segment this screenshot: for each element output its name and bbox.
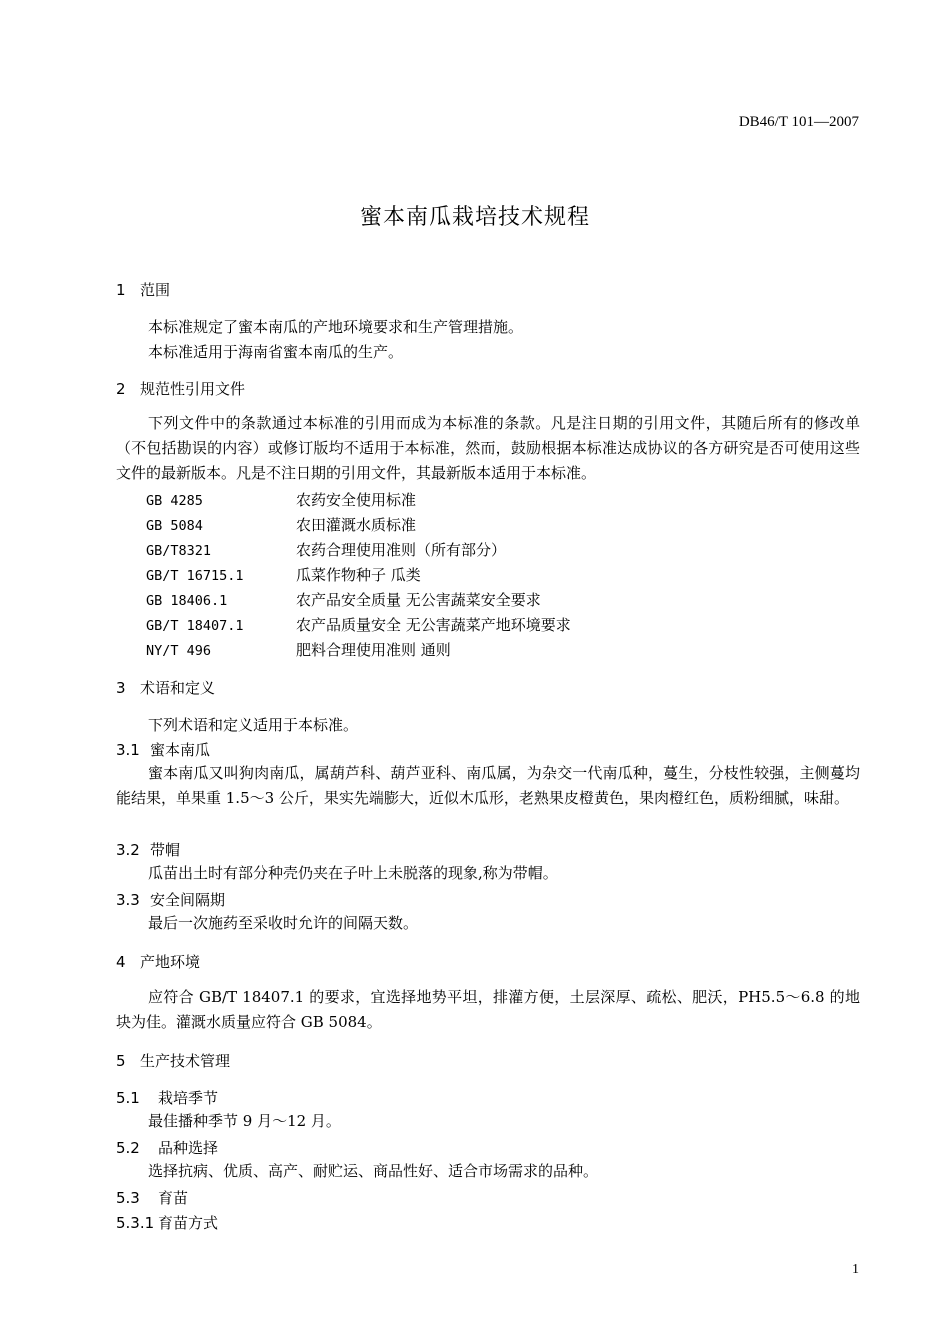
section-title: 育苗方式 xyxy=(158,1214,219,1232)
section-number: 3.3 xyxy=(116,891,140,909)
reference-item xyxy=(146,539,506,560)
paragraph: 本标准适用于海南省蜜本南瓜的生产。 xyxy=(148,343,404,361)
subsection-5-1-heading xyxy=(116,1087,218,1108)
section-title: 栽培季节 xyxy=(158,1089,219,1107)
section-title: 安全间隔期 xyxy=(150,891,226,909)
subsection-3-1-heading xyxy=(116,739,210,760)
reference-code: GB/T8321 xyxy=(146,543,212,559)
section-4-heading xyxy=(116,951,200,972)
section-title: 带帽 xyxy=(150,841,181,859)
section-title: 范围 xyxy=(140,281,171,299)
section-3-heading xyxy=(116,677,215,698)
section-title: 生产技术管理 xyxy=(140,1052,231,1070)
section-number: 5.2 xyxy=(116,1139,140,1157)
reference-code: GB 18406.1 xyxy=(146,593,228,609)
reference-item xyxy=(146,514,416,535)
paragraph: 应符合 GB/T 18407.1 的要求，宜选择地势平坦，排灌方便，土层深厚、疏松、肥沃，PH5.5～6.8 的地块为佳。灌溉水质量应符合 GB 5084。 xyxy=(116,988,860,1031)
section-5-heading xyxy=(116,1050,230,1071)
paragraph: 蜜本南瓜又叫狗肉南瓜，属葫芦科、葫芦亚科、南瓜属，为杂交一代南瓜种，蔓生，分枝性较强，主侧蔓均能结果，单果重 1.5～3 公斤，果实先端膨大，近似木瓜形，老熟果皮橙黄色，果肉橙红色，质粉细腻，味甜。 xyxy=(116,764,860,807)
reference-code: NY/T 496 xyxy=(146,643,212,659)
section-number: 2 xyxy=(116,380,126,398)
subsection-5-3-heading xyxy=(116,1187,188,1208)
reference-name: 农药合理使用准则（所有部分） xyxy=(296,541,507,559)
section-1-heading xyxy=(116,279,170,300)
section-number: 5.3.1 xyxy=(116,1214,155,1232)
section-2-heading xyxy=(116,378,245,399)
paragraph: 选择抗病、优质、高产、耐贮运、商品性好、适合市场需求的品种。 xyxy=(148,1162,599,1180)
reference-name: 瓜菜作物种子 瓜类 xyxy=(296,566,421,584)
reference-item xyxy=(146,639,451,660)
paragraph: 下列术语和定义适用于本标准。 xyxy=(148,716,359,734)
section-number: 1 xyxy=(116,281,126,299)
paragraph: 最佳播种季节 9 月～12 月。 xyxy=(148,1112,341,1130)
section-number: 3 xyxy=(116,679,126,697)
reference-code: GB 5084 xyxy=(146,518,203,534)
section-title: 规范性引用文件 xyxy=(140,380,246,398)
reference-code: GB/T 16715.1 xyxy=(146,568,244,584)
reference-name: 农产品安全质量 无公害蔬菜安全要求 xyxy=(296,591,541,609)
reference-item xyxy=(146,564,421,585)
reference-name: 农药安全使用标准 xyxy=(296,491,417,509)
subsection-5-2-heading xyxy=(116,1137,218,1158)
section-title: 品种选择 xyxy=(158,1139,219,1157)
paragraph: 瓜苗出土时有部分种壳仍夹在子叶上未脱落的现象,称为带帽。 xyxy=(148,864,558,882)
section-number: 3.1 xyxy=(116,741,140,759)
section-title: 蜜本南瓜 xyxy=(150,741,211,759)
reference-name: 肥料合理使用准则 通则 xyxy=(296,641,451,659)
page-number: 1 xyxy=(852,1262,859,1277)
paragraph: 下列文件中的条款通过本标准的引用而成为本标准的条款。凡是注日期的引用文件，其随后所有的修改单（不包括勘误的内容）或修订版均不适用于本标准，然而，鼓励根据本标准达成协议的各方研究是否可使用这些文件的最新版本。凡是不注日期的引用文件，其最新版本适用于本标准。 xyxy=(116,414,860,482)
section-title: 产地环境 xyxy=(140,953,201,971)
section-number: 5 xyxy=(116,1052,126,1070)
reference-name: 农田灌溉水质标准 xyxy=(296,516,417,534)
section-number: 4 xyxy=(116,953,126,971)
paragraph: 本标准规定了蜜本南瓜的产地环境要求和生产管理措施。 xyxy=(148,318,524,336)
section-number: 5.1 xyxy=(116,1089,140,1107)
page-title: 蜜本南瓜栽培技术规程 xyxy=(359,205,590,230)
reference-code: GB/T 18407.1 xyxy=(146,618,244,634)
subsection-3-3-heading xyxy=(116,889,225,910)
reference-name: 农产品质量安全 无公害蔬菜产地环境要求 xyxy=(296,616,571,634)
reference-item xyxy=(146,489,416,510)
section-number: 5.3 xyxy=(116,1189,140,1207)
section-title: 育苗 xyxy=(158,1189,189,1207)
reference-code: GB 4285 xyxy=(146,493,203,509)
subsection-5-3-1-heading xyxy=(116,1212,218,1233)
reference-item xyxy=(146,589,541,610)
section-number: 3.2 xyxy=(116,841,140,859)
section-title: 术语和定义 xyxy=(140,679,216,697)
reference-item xyxy=(146,614,571,635)
document-number: DB46/T 101—2007 xyxy=(738,114,859,130)
subsection-3-2-heading xyxy=(116,839,180,860)
paragraph: 最后一次施药至采收时允许的间隔天数。 xyxy=(148,914,419,932)
